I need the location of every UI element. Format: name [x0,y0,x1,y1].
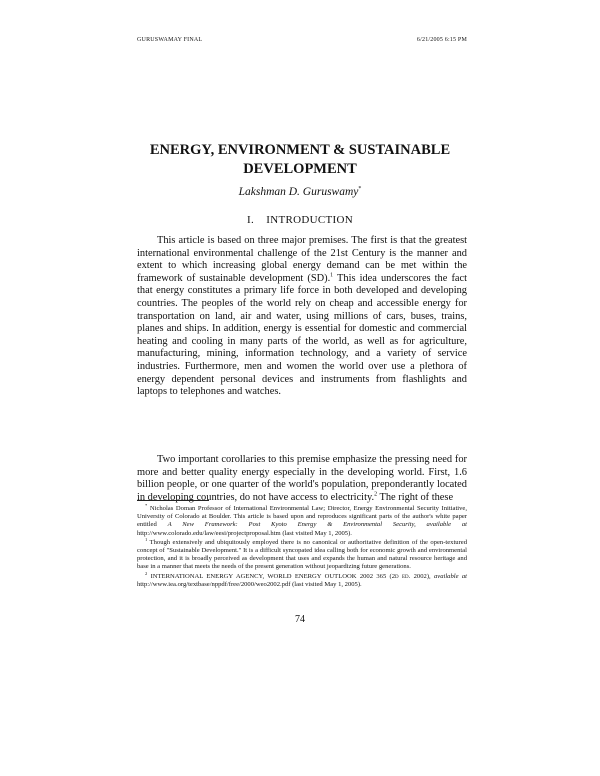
running-head [137,37,467,47]
footnote-author-text-a: Nicholas Doman Professor of International Environmental Law; Director, Energy Environmental Security Initiative, University of Colorado at Boulder. This article is based upon and reproduces significant parts of the author's white paper entitled [137,505,467,529]
author-footnote-mark: * [358,186,362,193]
paragraph-2-text-a: Two important corollaries to this premise emphasize the pressing need for more and better quality energy especially in the developing world. First, 1.6 billion people, or one quarter of the world's population, preponderantly located in developing countries, do not have access to electricity. [137,454,467,503]
body-paragraph-1 [137,235,467,399]
footnote-author-mark: * [145,502,148,508]
paragraph-1-text-b: This idea underscores the fact that energy constitutes a primary life force in both developed and developing countries. The peoples of the world rely on cheap and accessible energy for transportation on land, air and water, using millions of cars, buses, trains, planes and ships. In addition, energy is essential for domestic and commercial heating and cooling in many parts of the world, as well as for agriculture, manufacturing, mining, information technology, and a variety of service industries. Furthermore, men and women the world over use a plethora of energy dependent personal devices and instruments from flashlights and laptops to telephones and watches. [137,272,468,398]
footnote-ref-1: 1 [330,272,334,279]
footnote-1 [137,536,467,572]
footnote-2-mark: 2 [145,570,148,576]
section-title: INTRODUCTION [266,214,353,226]
running-head-right: 6/21/2005 6:15 PM [416,37,467,43]
footnote-2-available: available at [434,572,467,580]
author-line [130,186,470,198]
article-title: ENERGY, ENVIRONMENT & SUSTAINABLE DEVELOPMENT [149,142,451,177]
running-head-left: GURUSWAMAY FINAL [137,37,203,43]
footnote-author [137,502,467,538]
paragraph-1-text-a: This article is based on three major premises. The first is that the greatest international environmental challenge of the 21st Century is the manner and extent to which increasing global energy demand can be met within the framework of sustainable development (SD). [137,235,467,284]
section-number: I. [247,214,255,226]
footnote-divider [137,500,209,501]
footnote-2 [137,570,467,589]
footnote-2-text-a: INTERNATIONAL ENERGY AGENCY, WORLD ENERGY OUTLOOK 2002 365 (2d ed. 2002), [147,572,434,580]
paragraph-2-text-b: The right of these [377,491,454,503]
footnotes [137,502,467,590]
footnote-1-text: Though extensively and ubiquitously employed there is no canonical or authoritative definition of the open-textured concept of "Sustainable Development." It is a difficult syncopated idea calling both for economic growth and environmental protection, and it is broadly perceived as development that uses and expands the human and natural resource heritage and base in a manner that meets the needs of the present generation without jeopardizing future generations. [137,538,467,571]
author-name: Lakshman D. Guruswamy [238,186,359,198]
footnote-1-mark: 1 [145,536,148,542]
section-heading [130,214,470,226]
footnote-author-title: A New Framework: Post Kyoto Energy & Environmental Security, available at [167,521,467,529]
footnote-ref-2: 2 [374,491,378,498]
footnote-2-text-b: http://www.iea.org/textbase/nppdf/free/2000/weo2002.pdf (last visited May 1, 2005). [137,580,362,588]
footnote-author-text-b: http://www.colorado.edu/law/eesi/projectproposal.htm (last visited May 1, 2005). [137,529,352,537]
body-paragraph-2 [137,454,467,504]
page-number: 74 [295,614,305,625]
